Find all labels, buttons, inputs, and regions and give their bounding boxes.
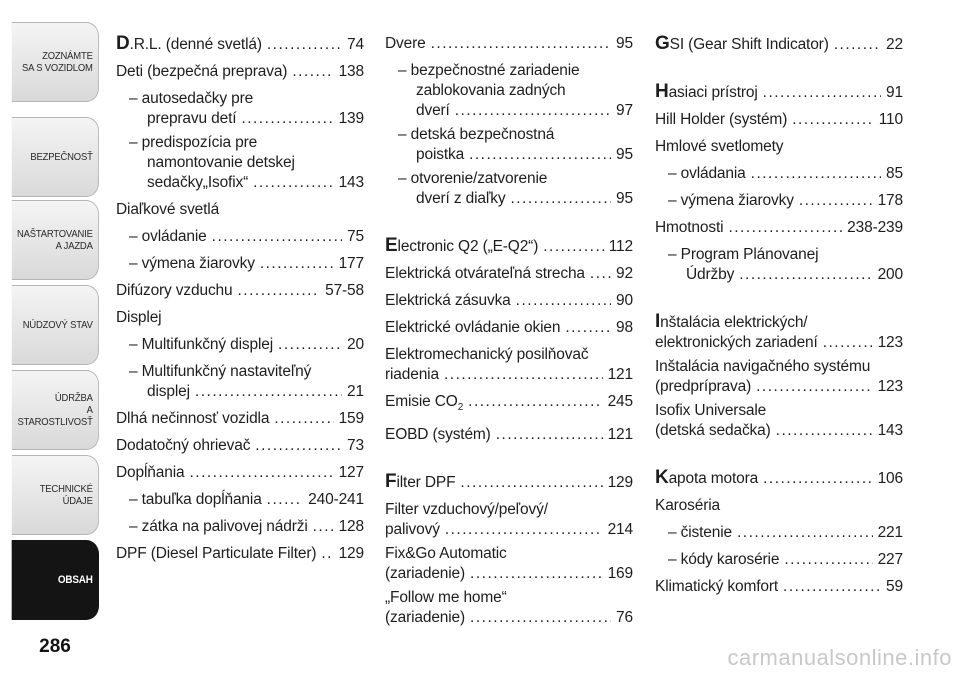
index-entry[interactable]: Elektromechanický posilňovač riadenia ..... 121 [385,345,633,385]
index-entry[interactable]: Inštalácia navigačného systému (predprípravа) ..... 123 [655,357,903,397]
index-entry[interactable]: Emisie $CO_2$ ..... 245 [385,388,633,421]
index-entry[interactable]: Hmotnosti ..... 238-239 [655,214,903,241]
index-column-3 [655,30,903,600]
index-entry[interactable]: D.R.L. (denné svetlá) ..... 74 [116,30,364,58]
index-column-2 [385,30,633,631]
index-entry[interactable]: – bezpečnostné zariadenie zablokovania zadných dverí ..... 97 [385,61,633,121]
index-column-1 [116,30,364,567]
index-entry[interactable]: Karoséria [655,497,720,514]
index-entry[interactable]: – Multifunkčný nastaviteľný displej ..... 21 [116,362,364,402]
index-entry[interactable]: Difúzory vzduchu ..... 57-58 [116,277,364,304]
index-entry[interactable]: „Follow me home“ (zariadenie) ..... 76 [385,588,633,628]
chapter-sidebar [0,0,100,677]
index-entry[interactable]: DPF (Diesel Particulate Filter) ..... 129 [116,540,364,567]
index-entry[interactable]: Dopĺňania ..... 127 [116,459,364,486]
tab-zoznamte[interactable]: ZOZNÁMTE SA S VOZIDLOM [12,22,99,102]
tab-technicke-udaje[interactable]: TECHNICKÉ ÚDAJE [12,455,99,535]
index-entry[interactable]: – výmena žiarovky ..... 177 [116,250,364,277]
index-entry[interactable]: Isofix Universale (detská sedačka) ..... 143 [655,401,903,441]
index-entry[interactable]: – kódy karosérie ..... 227 [655,546,903,573]
index-entry[interactable]: – predispozícia pre namontovanie detskej sedačky„Isofix“ ..... 143 [116,133,364,193]
watermark: carmanualsonline.info [727,645,952,670]
index-entry[interactable]: Hasiaci prístroj ..... 91 [655,78,903,106]
index-entry[interactable]: – ovládania ..... 85 [655,160,903,187]
index-entry[interactable]: EOBD (systém) ..... 121 [385,421,633,448]
index-entry[interactable]: Hill Holder (systém) ..... 110 [655,106,903,133]
index-entry[interactable]: Diaľkové svetlá [116,201,220,218]
index-entry[interactable]: – tabuľka dopĺňania ..... 240-241 [116,486,364,513]
index-entry[interactable]: Inštalácia elektrických/ elektronických zariadení ..... 123 [655,312,903,353]
index-entry[interactable]: Fix&Go Automatic (zariadenie) ..... 169 [385,544,633,584]
index-entry[interactable]: Elektrická otvárateľná strecha ..... 92 [385,260,633,287]
page-number: 286 [39,636,71,657]
tab-bezpecnost[interactable]: BEZPEČNOSŤ [12,117,99,197]
index-entry[interactable]: – zátka na palivovej nádrži ..... 128 [116,513,364,540]
index-entry[interactable]: GSI (Gear Shift Indicator) ..... 22 [655,30,903,58]
index-entry[interactable]: Elektrická zásuvka ..... 90 [385,287,633,314]
index-entry[interactable]: – výmena žiarovky ..... 178 [655,187,903,214]
index-entry[interactable]: – detská bezpečnostná poistka ..... 95 [385,125,633,165]
index-entry[interactable]: Dvere ..... 95 [385,30,633,57]
index-entry[interactable]: Hmlové svetlomety [655,138,784,155]
index-entry[interactable]: Elektrické ovládanie okien ..... 98 [385,314,633,341]
index-entry[interactable]: Dodatočný ohrievač ..... 73 [116,432,364,459]
index-entry[interactable]: Filter vzduchový/peľový/ palivový ..... 214 [385,500,633,540]
index-entry[interactable]: – Program Plánovanej Údržby ..... 200 [655,245,903,285]
index-entry[interactable]: Klimatický komfort ..... 59 [655,573,903,600]
index-entry[interactable]: Filter DPF ..... 129 [385,468,633,496]
index-entry[interactable]: – ovládanie ..... 75 [116,223,364,250]
index-entry[interactable]: Kapota motora ..... 106 [655,464,903,492]
tab-obsah[interactable]: OBSAH [12,540,99,620]
index-entry[interactable]: Deti (bezpečná preprava) ..... 138 [116,58,364,85]
tab-nastartovanie[interactable]: NAŠTARTOVANIE A JAZDA [12,200,99,280]
index-entry[interactable]: – otvorenie/zatvorenie dverí z diaľky ..... 95 [385,169,633,209]
tab-udrzba[interactable]: ÚDRŽBA A STAROSTLIVOSŤ [12,370,99,450]
index-entry[interactable]: – Multifunkčný displej ..... 20 [116,331,364,358]
tab-nudzovy-stav[interactable]: NÚDZOVÝ STAV [12,285,99,365]
index-entry[interactable]: – autosedačky pre prepravu detí ..... 139 [116,89,364,129]
index-entry[interactable]: Displej [116,309,162,326]
index-entry[interactable]: Electronic Q2 („E-Q2“) ..... 112 [385,232,633,260]
index-entry[interactable]: – čistenie ..... 221 [655,519,903,546]
index-entry[interactable]: Dlhá nečinnosť vozidla ..... 159 [116,405,364,432]
